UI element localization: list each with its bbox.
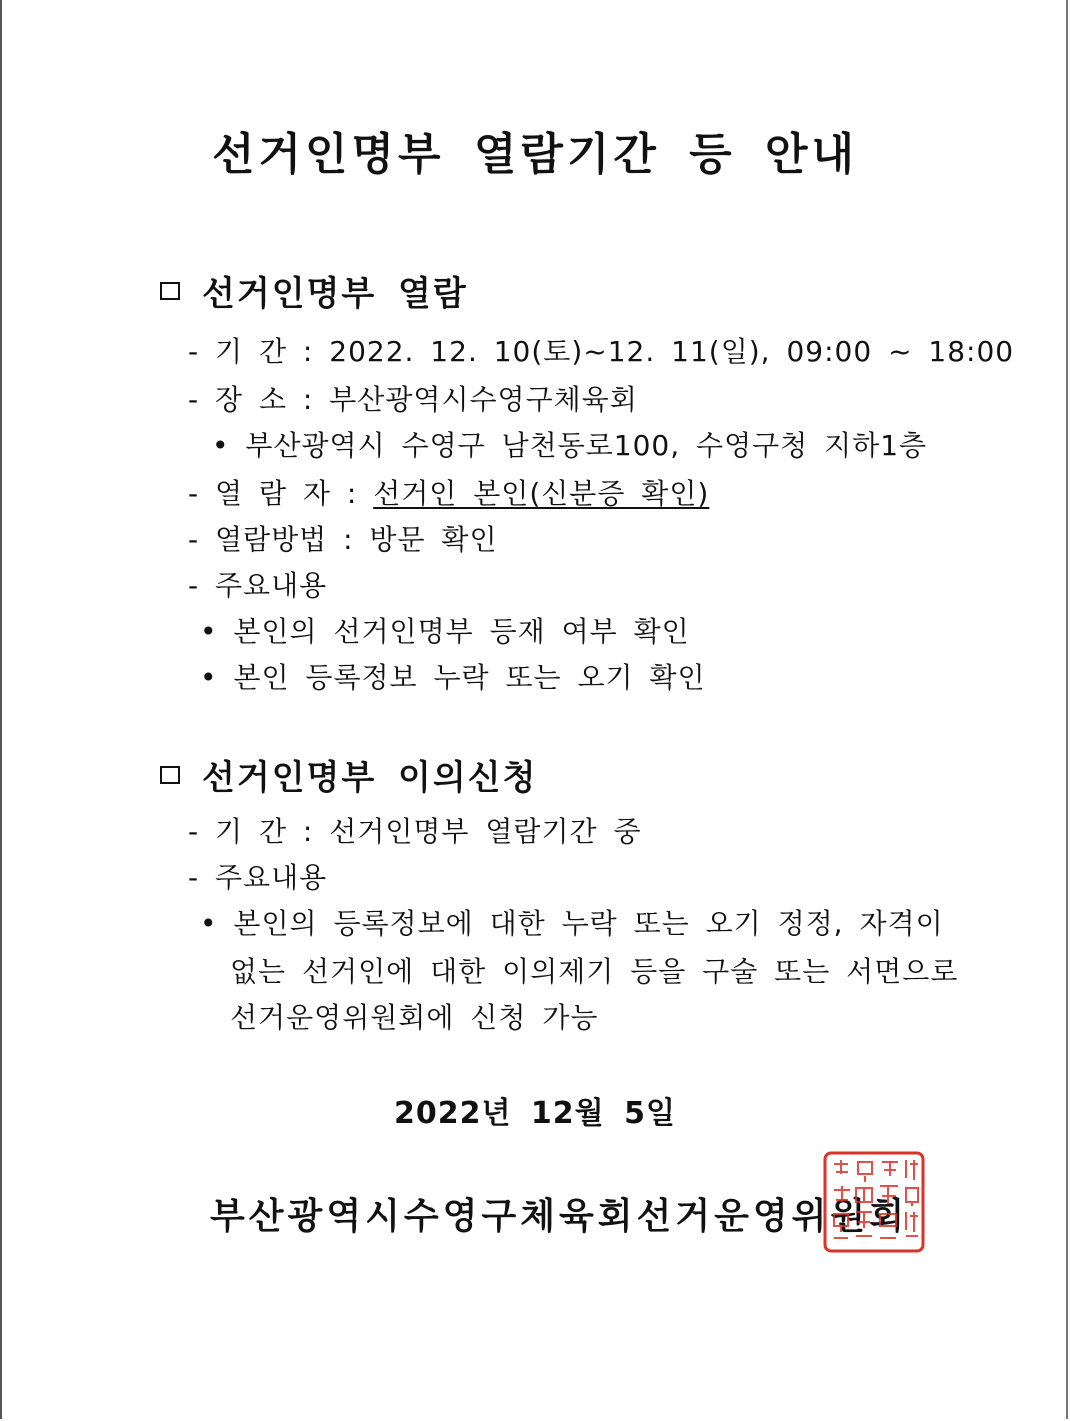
- section-heading-text: 선거인명부 이의신청: [202, 758, 538, 798]
- viewing-contents-label: - 주요내용: [188, 569, 328, 602]
- document-title: 선거인명부 열람기간 등 안내: [211, 129, 858, 180]
- checkbox-icon: [160, 282, 180, 300]
- objection-contents-label: - 주요내용: [188, 861, 328, 894]
- viewer: [188, 472, 709, 512]
- viewing-address: • 부산광역시 수영구 남천동로100, 수영구청 지하1층: [212, 429, 928, 462]
- objection-content-line: 없는 선거인에 대한 이의제기 등을 구술 또는 서면으로: [230, 955, 959, 988]
- issue-date: 2022년 12월 5일: [394, 1096, 676, 1131]
- viewing-content-item: • 본인의 선거인명부 등재 여부 확인: [200, 615, 690, 648]
- objection-period: - 기 간 : 선거인명부 열람기간 중: [188, 815, 642, 848]
- section-heading-text: 선거인명부 열람: [202, 274, 468, 314]
- official-seal-icon: [822, 1150, 926, 1254]
- objection-content-line: 선거운영위원회에 신청 가능: [230, 1001, 599, 1034]
- viewing-place: [188, 378, 638, 418]
- viewer-value: 선거인 본인(신분증 확인): [373, 477, 710, 510]
- organization-name: 부산광역시수영구체육회선거운영위원회: [210, 1195, 908, 1237]
- place-label: - 장 소 :: [188, 383, 330, 416]
- viewing-method: - 열람방법 : 방문 확인: [188, 523, 498, 556]
- checkbox-icon: [160, 766, 180, 784]
- section-heading-viewing: [160, 266, 468, 315]
- period-value: 2022. 12. 10(토)~12. 11(일), 09:00 ~ 18:00: [329, 335, 1015, 368]
- place-value: 부산광역시수영구체육회: [329, 383, 638, 416]
- section-heading-objection: [160, 750, 537, 799]
- viewing-content-item: • 본인 등록정보 누락 또는 오기 확인: [200, 661, 706, 694]
- objection-content-line: • 본인의 등록정보에 대한 누락 또는 오기 정정, 자격이: [200, 907, 944, 940]
- viewer-label: - 열 람 자 :: [188, 477, 374, 510]
- period-label: - 기 간 :: [188, 335, 330, 368]
- viewing-period: [188, 330, 1014, 370]
